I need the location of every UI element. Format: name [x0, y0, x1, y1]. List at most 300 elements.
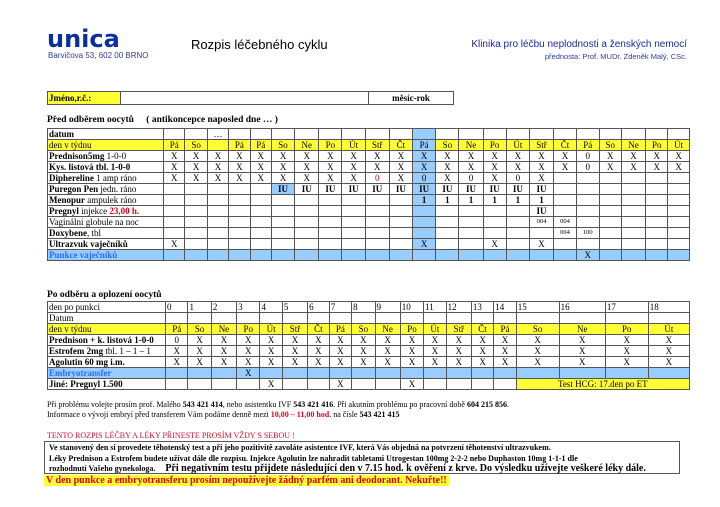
table-cell[interactable]: [599, 250, 621, 261]
table-cell[interactable]: [436, 206, 459, 217]
table-cell[interactable]: X: [211, 346, 236, 357]
table-cell[interactable]: X: [237, 346, 260, 357]
table-cell[interactable]: 11: [424, 302, 446, 313]
table-cell[interactable]: [164, 228, 185, 239]
table-cell[interactable]: [446, 313, 471, 324]
table-cell[interactable]: X: [237, 335, 260, 346]
table-cell[interactable]: 1: [188, 302, 211, 313]
table-cell[interactable]: IU: [295, 184, 319, 195]
table-cell[interactable]: X: [365, 151, 389, 162]
table-cell[interactable]: X: [211, 335, 236, 346]
table-cell[interactable]: [185, 129, 207, 140]
table-cell[interactable]: [229, 129, 250, 140]
table-cell[interactable]: [207, 228, 228, 239]
table-cell[interactable]: X: [164, 239, 185, 250]
table-cell[interactable]: [530, 250, 554, 261]
table-cell[interactable]: [668, 217, 690, 228]
table-cell[interactable]: X: [516, 346, 559, 357]
table-cell[interactable]: [211, 368, 236, 379]
table-cell[interactable]: 0: [166, 335, 188, 346]
table-cell[interactable]: X: [260, 335, 282, 346]
table-cell[interactable]: X: [648, 335, 689, 346]
table-cell[interactable]: IU: [506, 184, 529, 195]
table-cell[interactable]: Ne: [211, 324, 236, 335]
table-cell[interactable]: Út: [424, 324, 446, 335]
table-cell[interactable]: 1: [506, 195, 529, 206]
table-cell[interactable]: X: [295, 162, 319, 173]
table-cell[interactable]: [260, 313, 282, 324]
name-field[interactable]: [121, 92, 369, 105]
table-cell[interactable]: Po: [483, 140, 506, 151]
table-cell[interactable]: [229, 195, 250, 206]
table-cell[interactable]: [271, 195, 294, 206]
table-cell[interactable]: X: [237, 368, 260, 379]
table-cell[interactable]: [599, 195, 621, 206]
table-cell[interactable]: [621, 195, 645, 206]
table-cell[interactable]: [229, 184, 250, 195]
table-cell[interactable]: [185, 195, 207, 206]
table-cell[interactable]: X: [483, 162, 506, 173]
table-cell[interactable]: X: [424, 357, 446, 368]
table-cell[interactable]: X: [621, 151, 645, 162]
table-cell[interactable]: X: [271, 173, 294, 184]
table-cell[interactable]: X: [459, 151, 483, 162]
table-cell[interactable]: X: [352, 346, 375, 357]
table-cell[interactable]: [250, 239, 271, 250]
table-cell[interactable]: Pá: [250, 140, 271, 151]
table-cell[interactable]: Út: [260, 324, 282, 335]
table-cell[interactable]: [446, 368, 471, 379]
table-cell[interactable]: X: [530, 162, 554, 173]
table-cell[interactable]: [365, 217, 389, 228]
table-cell[interactable]: 1: [459, 195, 483, 206]
table-cell[interactable]: [459, 206, 483, 217]
table-cell[interactable]: [365, 129, 389, 140]
table-cell[interactable]: Ne: [295, 140, 319, 151]
table-cell[interactable]: [621, 206, 645, 217]
table-cell[interactable]: [295, 206, 319, 217]
table-cell[interactable]: [188, 379, 211, 390]
table-cell[interactable]: [646, 217, 668, 228]
table-cell[interactable]: [166, 313, 188, 324]
table-cell[interactable]: [365, 206, 389, 217]
table-cell[interactable]: X: [342, 151, 365, 162]
table-cell[interactable]: 16: [559, 302, 605, 313]
table-cell[interactable]: IU: [436, 184, 459, 195]
table-cell[interactable]: 1: [436, 195, 459, 206]
table-cell[interactable]: 0: [413, 173, 436, 184]
table-cell[interactable]: X: [436, 173, 459, 184]
table-cell[interactable]: [459, 239, 483, 250]
table-cell[interactable]: X: [329, 346, 351, 357]
table-cell[interactable]: [424, 368, 446, 379]
table-cell[interactable]: [211, 313, 236, 324]
table-cell[interactable]: Stř: [282, 324, 307, 335]
table-cell[interactable]: [207, 250, 228, 261]
table-cell[interactable]: X: [250, 173, 271, 184]
table-cell[interactable]: X: [365, 162, 389, 173]
table-cell[interactable]: [308, 368, 330, 379]
table-cell[interactable]: [164, 184, 185, 195]
table-cell[interactable]: [605, 313, 648, 324]
table-cell[interactable]: [494, 379, 516, 390]
table-cell[interactable]: [207, 206, 228, 217]
table-cell[interactable]: X: [389, 162, 412, 173]
table-cell[interactable]: [494, 368, 516, 379]
table-cell[interactable]: [250, 250, 271, 261]
table-cell[interactable]: X: [207, 162, 228, 173]
table-cell[interactable]: Út: [668, 140, 690, 151]
table-cell[interactable]: [308, 379, 330, 390]
table-cell[interactable]: [516, 313, 559, 324]
table-cell[interactable]: X: [413, 162, 436, 173]
table-cell[interactable]: IU: [483, 184, 506, 195]
table-cell[interactable]: X: [494, 357, 516, 368]
table-cell[interactable]: [530, 228, 554, 239]
table-cell[interactable]: [271, 250, 294, 261]
table-cell[interactable]: X: [308, 346, 330, 357]
table-cell[interactable]: [166, 379, 188, 390]
table-cell[interactable]: [237, 379, 260, 390]
table-cell[interactable]: [599, 239, 621, 250]
table-cell[interactable]: [375, 313, 400, 324]
table-cell[interactable]: [185, 228, 207, 239]
table-cell[interactable]: [375, 379, 400, 390]
table-cell[interactable]: [516, 368, 559, 379]
table-cell[interactable]: [599, 217, 621, 228]
table-cell[interactable]: [229, 250, 250, 261]
table-cell[interactable]: X: [282, 357, 307, 368]
table-cell[interactable]: [554, 206, 577, 217]
table-cell[interactable]: [646, 173, 668, 184]
table-cell[interactable]: X: [329, 357, 351, 368]
table-cell[interactable]: [494, 313, 516, 324]
table-cell[interactable]: 14: [494, 302, 516, 313]
table-cell[interactable]: [389, 217, 412, 228]
table-cell[interactable]: X: [530, 173, 554, 184]
table-cell[interactable]: [164, 206, 185, 217]
table-cell[interactable]: X: [229, 173, 250, 184]
table-cell[interactable]: [413, 250, 436, 261]
table-cell[interactable]: X: [295, 151, 319, 162]
table-cell[interactable]: 0: [459, 173, 483, 184]
table-cell[interactable]: [185, 217, 207, 228]
table-cell[interactable]: [188, 313, 211, 324]
table-cell[interactable]: IU: [365, 184, 389, 195]
table-cell[interactable]: [166, 368, 188, 379]
table-cell[interactable]: X: [471, 335, 493, 346]
table-cell[interactable]: [599, 129, 621, 140]
table-cell[interactable]: X: [375, 346, 400, 357]
table-cell[interactable]: [530, 129, 554, 140]
table-cell[interactable]: [446, 379, 471, 390]
table-cell[interactable]: [413, 217, 436, 228]
table-cell[interactable]: IU: [271, 184, 294, 195]
table-cell[interactable]: [621, 173, 645, 184]
table-cell[interactable]: IU: [389, 184, 412, 195]
table-cell[interactable]: Út: [648, 324, 689, 335]
table-cell[interactable]: [436, 129, 459, 140]
table-cell[interactable]: 13: [471, 302, 493, 313]
table-cell[interactable]: IU: [459, 184, 483, 195]
table-cell[interactable]: Stř: [530, 140, 554, 151]
table-cell[interactable]: X: [646, 162, 668, 173]
table-cell[interactable]: X: [207, 151, 228, 162]
table-cell[interactable]: [506, 239, 529, 250]
table-cell[interactable]: [271, 228, 294, 239]
table-cell[interactable]: 004: [530, 217, 554, 228]
table-cell[interactable]: X: [605, 335, 648, 346]
table-cell[interactable]: [342, 239, 365, 250]
table-cell[interactable]: [365, 239, 389, 250]
table-cell[interactable]: [554, 250, 577, 261]
table-cell[interactable]: X: [250, 162, 271, 173]
table-cell[interactable]: [250, 195, 271, 206]
table-cell[interactable]: X: [483, 151, 506, 162]
table-cell[interactable]: [576, 184, 599, 195]
table-cell[interactable]: [185, 184, 207, 195]
table-cell[interactable]: [365, 228, 389, 239]
table-cell[interactable]: [250, 129, 271, 140]
table-cell[interactable]: Pá: [494, 324, 516, 335]
table-cell[interactable]: X: [329, 335, 351, 346]
table-cell[interactable]: X: [271, 162, 294, 173]
table-cell[interactable]: [389, 228, 412, 239]
table-cell[interactable]: [424, 379, 446, 390]
table-cell[interactable]: [319, 206, 342, 217]
table-cell[interactable]: X: [471, 346, 493, 357]
table-cell[interactable]: 1: [413, 195, 436, 206]
table-cell[interactable]: Pá: [413, 140, 436, 151]
table-cell[interactable]: [375, 368, 400, 379]
table-cell[interactable]: Ne: [459, 140, 483, 151]
table-cell[interactable]: [271, 217, 294, 228]
table-cell[interactable]: [185, 206, 207, 217]
table-cell[interactable]: Út: [342, 140, 365, 151]
table-cell[interactable]: [282, 379, 307, 390]
table-cell[interactable]: [389, 239, 412, 250]
table-cell[interactable]: [459, 217, 483, 228]
table-cell[interactable]: [250, 217, 271, 228]
table-cell[interactable]: X: [282, 335, 307, 346]
table-cell[interactable]: [621, 184, 645, 195]
table-cell[interactable]: Pá: [229, 140, 250, 151]
table-cell[interactable]: 0: [166, 302, 188, 313]
table-cell[interactable]: [506, 250, 529, 261]
table-cell[interactable]: [413, 228, 436, 239]
table-cell[interactable]: X: [559, 335, 605, 346]
table-cell[interactable]: 7: [329, 302, 351, 313]
table-cell[interactable]: X: [250, 151, 271, 162]
table-cell[interactable]: X: [237, 357, 260, 368]
table-cell[interactable]: [319, 129, 342, 140]
table-cell[interactable]: Čt: [389, 140, 412, 151]
table-cell[interactable]: Po: [646, 140, 668, 151]
table-cell[interactable]: So: [185, 140, 207, 151]
table-cell[interactable]: X: [185, 151, 207, 162]
table-cell[interactable]: [621, 129, 645, 140]
table-cell[interactable]: [646, 250, 668, 261]
table-cell[interactable]: [185, 250, 207, 261]
table-cell[interactable]: X: [446, 335, 471, 346]
table-cell[interactable]: [436, 228, 459, 239]
table-cell[interactable]: [250, 228, 271, 239]
table-cell[interactable]: So: [436, 140, 459, 151]
table-cell[interactable]: [648, 368, 689, 379]
table-cell[interactable]: [400, 368, 423, 379]
table-cell[interactable]: [319, 250, 342, 261]
table-cell[interactable]: …: [207, 129, 228, 140]
table-cell[interactable]: X: [211, 357, 236, 368]
table-cell[interactable]: [646, 129, 668, 140]
table-cell[interactable]: Stř: [365, 140, 389, 151]
table-cell[interactable]: X: [516, 335, 559, 346]
table-cell[interactable]: [365, 250, 389, 261]
table-cell[interactable]: X: [483, 239, 506, 250]
table-cell[interactable]: X: [282, 346, 307, 357]
table-cell[interactable]: [342, 217, 365, 228]
table-cell[interactable]: Stř: [446, 324, 471, 335]
table-cell[interactable]: 18: [648, 302, 689, 313]
table-cell[interactable]: X: [554, 151, 577, 162]
table-cell[interactable]: X: [424, 346, 446, 357]
table-cell[interactable]: [605, 368, 648, 379]
table-cell[interactable]: 9: [375, 302, 400, 313]
table-cell[interactable]: 1: [483, 195, 506, 206]
table-cell[interactable]: X: [295, 173, 319, 184]
table-cell[interactable]: [211, 379, 236, 390]
table-cell[interactable]: So: [516, 324, 559, 335]
table-cell[interactable]: X: [260, 357, 282, 368]
table-cell[interactable]: So: [271, 140, 294, 151]
table-cell[interactable]: [389, 206, 412, 217]
table-cell[interactable]: IU: [530, 206, 554, 217]
table-cell[interactable]: [342, 228, 365, 239]
table-cell[interactable]: [164, 217, 185, 228]
table-cell[interactable]: X: [166, 346, 188, 357]
table-cell[interactable]: X: [599, 151, 621, 162]
table-cell[interactable]: X: [164, 173, 185, 184]
table-cell[interactable]: [342, 129, 365, 140]
table-cell[interactable]: [329, 313, 351, 324]
table-cell[interactable]: X: [164, 162, 185, 173]
table-cell[interactable]: Po: [400, 324, 423, 335]
table-cell[interactable]: X: [389, 173, 412, 184]
table-cell[interactable]: [554, 173, 577, 184]
table-cell[interactable]: [483, 206, 506, 217]
table-cell[interactable]: [237, 313, 260, 324]
table-cell[interactable]: Po: [319, 140, 342, 151]
table-cell[interactable]: [365, 195, 389, 206]
table-cell[interactable]: [389, 250, 412, 261]
table-cell[interactable]: X: [494, 346, 516, 357]
table-cell[interactable]: X: [668, 151, 690, 162]
table-cell[interactable]: IU: [413, 184, 436, 195]
table-cell[interactable]: 10: [400, 302, 423, 313]
table-cell[interactable]: X: [188, 357, 211, 368]
table-cell[interactable]: X: [506, 162, 529, 173]
table-cell[interactable]: X: [459, 162, 483, 173]
table-cell[interactable]: [459, 129, 483, 140]
table-cell[interactable]: [668, 250, 690, 261]
table-cell[interactable]: [646, 206, 668, 217]
table-cell[interactable]: X: [389, 151, 412, 162]
table-cell[interactable]: 5: [282, 302, 307, 313]
table-cell[interactable]: Pá: [576, 140, 599, 151]
table-cell[interactable]: [576, 173, 599, 184]
table-cell[interactable]: 0: [576, 151, 599, 162]
table-cell[interactable]: [599, 228, 621, 239]
table-cell[interactable]: Ne: [621, 140, 645, 151]
table-cell[interactable]: [185, 239, 207, 250]
table-cell[interactable]: [164, 250, 185, 261]
table-cell[interactable]: X: [185, 162, 207, 173]
table-cell[interactable]: [506, 129, 529, 140]
table-cell[interactable]: [164, 195, 185, 206]
table-cell[interactable]: [250, 206, 271, 217]
table-cell[interactable]: X: [605, 357, 648, 368]
table-cell[interactable]: [389, 129, 412, 140]
table-cell[interactable]: [646, 239, 668, 250]
table-cell[interactable]: Čt: [554, 140, 577, 151]
table-cell[interactable]: 100: [576, 228, 599, 239]
table-cell[interactable]: Po: [237, 324, 260, 335]
table-cell[interactable]: Pá: [164, 140, 185, 151]
table-cell[interactable]: X: [599, 162, 621, 173]
table-cell[interactable]: [352, 379, 375, 390]
table-cell[interactable]: [319, 217, 342, 228]
table-cell[interactable]: [413, 206, 436, 217]
table-cell[interactable]: IU: [319, 184, 342, 195]
table-cell[interactable]: X: [319, 162, 342, 173]
table-cell[interactable]: [188, 368, 211, 379]
table-cell[interactable]: X: [605, 346, 648, 357]
table-cell[interactable]: [271, 239, 294, 250]
table-cell[interactable]: Ne: [559, 324, 605, 335]
table-cell[interactable]: X: [207, 173, 228, 184]
table-cell[interactable]: [576, 195, 599, 206]
table-cell[interactable]: [668, 184, 690, 195]
table-cell[interactable]: 004: [554, 217, 577, 228]
table-cell[interactable]: X: [436, 162, 459, 173]
table-cell[interactable]: X: [621, 162, 645, 173]
table-cell[interactable]: Čt: [308, 324, 330, 335]
table-cell[interactable]: X: [400, 357, 423, 368]
table-cell[interactable]: [329, 368, 351, 379]
table-cell[interactable]: X: [516, 357, 559, 368]
table-cell[interactable]: [207, 195, 228, 206]
table-cell[interactable]: X: [342, 162, 365, 173]
table-cell[interactable]: [599, 173, 621, 184]
table-cell[interactable]: [352, 368, 375, 379]
table-cell[interactable]: [471, 368, 493, 379]
table-cell[interactable]: [621, 250, 645, 261]
table-cell[interactable]: [554, 239, 577, 250]
table-cell[interactable]: X: [471, 357, 493, 368]
table-cell[interactable]: [308, 313, 330, 324]
table-cell[interactable]: [668, 239, 690, 250]
table-cell[interactable]: [483, 228, 506, 239]
table-cell[interactable]: [207, 217, 228, 228]
table-cell[interactable]: X: [185, 173, 207, 184]
table-cell[interactable]: [471, 313, 493, 324]
table-cell[interactable]: [436, 217, 459, 228]
table-cell[interactable]: [207, 184, 228, 195]
table-cell[interactable]: X: [188, 346, 211, 357]
table-cell[interactable]: 2: [211, 302, 236, 313]
table-cell[interactable]: [342, 206, 365, 217]
table-cell[interactable]: X: [229, 162, 250, 173]
